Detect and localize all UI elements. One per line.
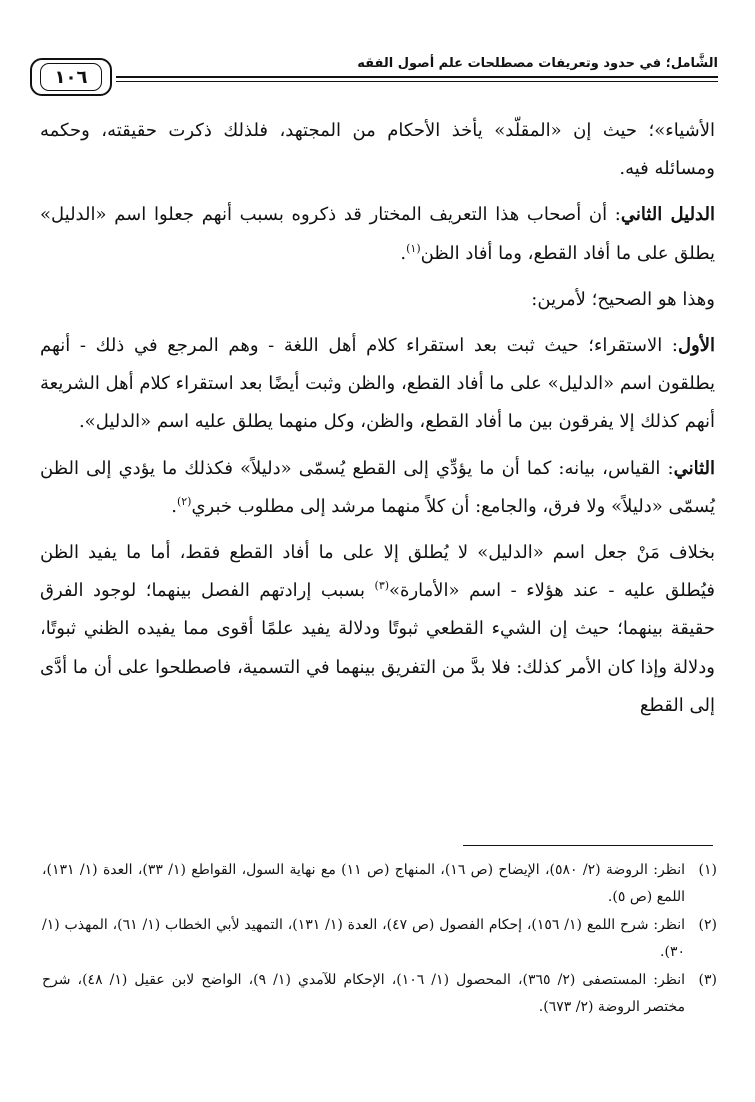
- footnote-text: انظر: المستصفى (٢/ ٣٦٥)، المحصول (١/ ١٠٦)، الإحكام للآمدي (١/ ٩)، الواضح لابن عقيل (١/ ٤٨)، شرح مختصر الروضة (٢/ ٦٧٣).: [42, 972, 685, 1015]
- footnotes: [42, 857, 717, 1022]
- paragraph: [40, 112, 715, 188]
- paragraph-text: : القياس، بيانه: كما أن ما يؤدِّي إلى القطع يُسمّى «دليلاً» فكذلك ما يؤدي إلى الظن يُسمّى «دليلاً» ولا فرق، والجامع: أن كلاً منهما مرشد إلى مطلوب خبري: [40, 457, 715, 517]
- paragraph-text: : أن أصحاب هذا التعريف المختار قد ذكروه بسبب أنهم جعلوا اسم «الدليل» يطلق على ما أفاد القطع، وما أفاد الظن: [40, 204, 715, 264]
- footnote-number: (٣): [698, 972, 717, 988]
- paragraph-lead: الدليل الثاني: [620, 204, 715, 226]
- page-header: [30, 52, 718, 98]
- paragraph: [40, 327, 715, 442]
- paragraph-text: وهذا هو الصحيح؛ لأمرين:: [531, 288, 715, 310]
- main-text: [40, 112, 715, 725]
- footnote-text: انظر: الروضة (٢/ ٥٨٠)، الإيضاح (ص ١٦)، المنهاج (ص ١١) مع نهاية السول، القواطع (١/ ٣٣)، العدة (١/ ١٣١)، اللمع (ص ٥).: [42, 862, 685, 905]
- paragraph-text: الأشياء»؛ حيث إن «المقلّد» يأخذ الأحكام من المجتهد، فلذلك ذكرت حقيقته، وحكمه ومسائله فيه.: [40, 120, 715, 180]
- paragraph: [40, 450, 715, 526]
- paragraph-tail: .: [171, 495, 177, 517]
- paragraph-lead: الثاني: [673, 457, 715, 479]
- paragraph-tail: .: [400, 242, 407, 264]
- footnote-separator: [463, 845, 713, 846]
- footnote-ref: (٣): [374, 579, 390, 593]
- footnote: [42, 967, 717, 1020]
- paragraph-text: بخلاف مَنْ جعل اسم «الدليل» لا يُطلق إلا على ما أفاد القطع فقط، أما ما يفيد الظن فيُطلق عليه - عند هؤلاء - اسم «الأمارة»: [40, 542, 716, 602]
- paragraph-tail: بسبب إرادتهم الفصل بينهما؛ لوجود الفرق حقيقة بينهما؛ حيث إن الشيء القطعي ثبوتًا ودلالة يفيد علمًا أقوى مما يفيده الظني ثبوتًا، ودلالة وإذا كان الأمر كذلك: فلا بدَّ من التفريق بينهما في التسمية، فاصطلحوا على أن ما أدَّى إلى القطع: [40, 580, 715, 716]
- footnote: [42, 857, 717, 910]
- footnote: [42, 912, 717, 965]
- header-rule: [116, 76, 718, 82]
- footnote-number: (٢): [698, 917, 717, 933]
- running-title: الشَّامل؛ في حدود وتعريفات مصطلحات علم أصول الفقه: [357, 56, 718, 71]
- paragraph-lead: الأول: [677, 335, 715, 357]
- page-number-frame: [30, 58, 112, 96]
- paragraph-text: : الاستقراء؛ حيث ثبت بعد استقراء كلام أهل اللغة - وهم المرجع في ذلك - أنهم يطلقون اسم «الدليل» على ما أفاد القطع، والظن وثبت أيضًا بعد استقراء كلام أهل الشريعة أنهم كذلك إلا يفرقون بين ما أفاد القطع، والظن، وكل منهما يطلق عليه اسم «الدليل».: [40, 335, 715, 433]
- paragraph: [40, 196, 715, 272]
- paragraph: [40, 534, 715, 725]
- paragraph: [40, 281, 715, 319]
- footnote-ref: (١): [406, 241, 421, 255]
- footnote-number: (١): [698, 862, 717, 878]
- page-number: ١٠٦: [40, 63, 102, 91]
- footnote-text: انظر: شرح اللمع (١/ ١٥٦)، إحكام الفصول (ص ٤٧)، العدة (١/ ١٣١)، التمهيد لأبي الخطاب (١/ ٦١)، المهذب (١/ ٣٠).: [42, 917, 686, 960]
- footnote-ref: (٢): [176, 494, 192, 508]
